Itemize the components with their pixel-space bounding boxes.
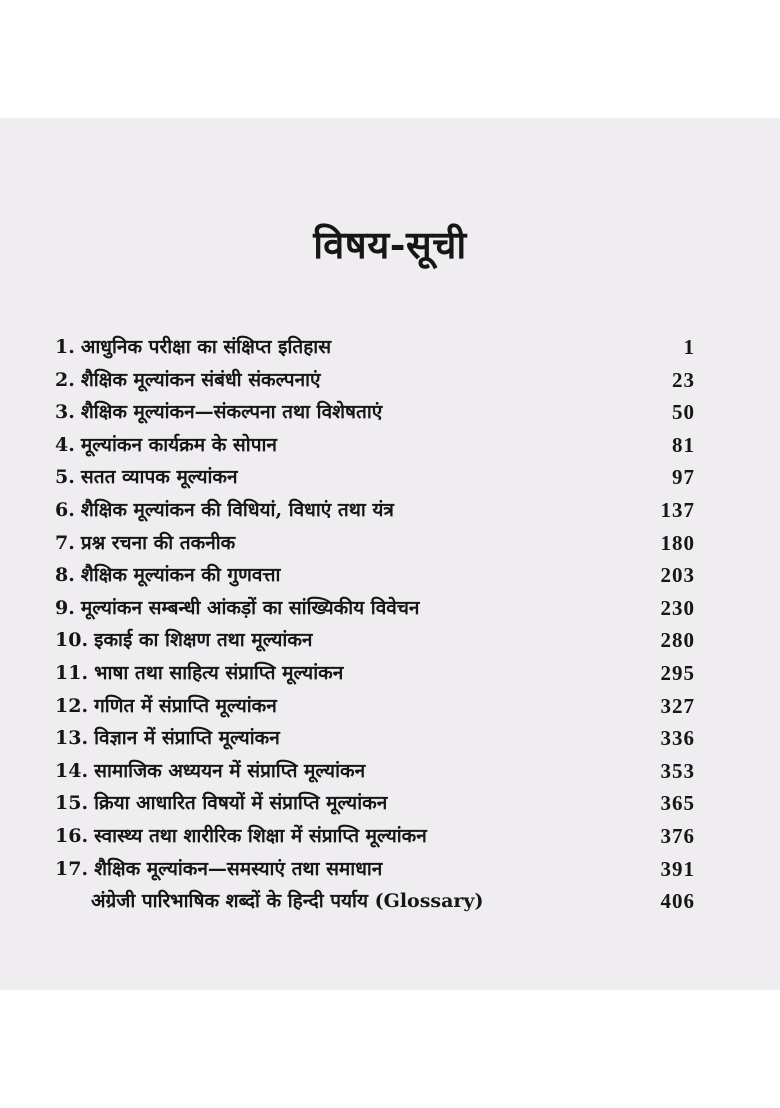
toc-entry-number: 8. xyxy=(55,564,75,587)
toc-entry-title: शैक्षिक मूल्यांकन संबंधी संकल्पनाएं xyxy=(80,368,321,391)
book-page xyxy=(0,118,780,990)
toc-entry-page: 203 xyxy=(660,563,695,588)
toc-entry-16 xyxy=(55,820,695,853)
toc-entry-5 xyxy=(55,461,695,494)
toc-entry-page: 336 xyxy=(660,726,695,751)
toc-entry-number: 2. xyxy=(55,368,75,391)
toc-entry-10 xyxy=(55,624,695,657)
toc-entry-title: आधुनिक परीक्षा का संक्षिप्त इतिहास xyxy=(80,336,332,358)
toc-entry-title: मूल्यांकन सम्बन्धी आंकड़ों का सांख्यिकीय विवेचन xyxy=(80,596,420,619)
toc-entry-6 xyxy=(55,494,695,527)
toc-entry-number: 1. xyxy=(55,336,75,358)
toc-entry-number: 3. xyxy=(55,401,75,424)
toc-entry-4 xyxy=(55,429,695,462)
toc-entry-title: शैक्षिक मूल्यांकन की विधियां, विधाएं तथा यंत्र xyxy=(80,498,394,521)
toc-entry-number: 13. xyxy=(55,727,89,750)
toc-entry-title: शैक्षिक मूल्यांकन की गुणवत्ता xyxy=(80,564,281,587)
page-title: विषय-सूची xyxy=(313,222,467,267)
toc-entry-number: 10. xyxy=(55,629,89,652)
toc-entry-title: स्वास्थ्य तथा शारीरिक शिक्षा में संप्राप्ति मूल्यांकन xyxy=(94,824,427,847)
toc-entry-title: विज्ञान में संप्राप्ति मूल्यांकन xyxy=(94,727,280,750)
toc-entry-page: 391 xyxy=(660,856,695,881)
toc-entry-title: भाषा तथा साहित्य संप्राप्ति मूल्यांकन xyxy=(94,661,344,684)
toc-entry-page: 230 xyxy=(660,595,695,620)
toc-entry-title: सतत व्यापक मूल्यांकन xyxy=(80,466,238,489)
toc-entry-page: 295 xyxy=(660,660,695,685)
toc-entry-page: 353 xyxy=(660,758,695,783)
toc-entry-title: इकाई का शिक्षण तथा मूल्यांकन xyxy=(94,629,313,652)
toc-entry-page: 280 xyxy=(660,628,695,653)
toc-entry-page: 327 xyxy=(660,693,695,718)
toc-entry-title: क्रिया आधारित विषयों में संप्राप्ति मूल्यांकन xyxy=(94,792,388,815)
toc-entry-page: 97 xyxy=(672,465,695,490)
toc-entry-page: 137 xyxy=(660,497,695,522)
toc-entry-page: 50 xyxy=(672,400,695,425)
toc-entry-page: 365 xyxy=(660,791,695,816)
toc-entry-12 xyxy=(55,690,695,723)
toc-entry-page: 376 xyxy=(660,823,695,848)
toc-entry-number: 15. xyxy=(55,792,89,815)
toc-entry-title: सामाजिक अध्ययन में संप्राप्ति मूल्यांकन xyxy=(94,759,366,782)
toc-entry-title: शैक्षिक मूल्यांकन—संकल्पना तथा विशेषताएं xyxy=(80,401,383,424)
toc-entry-page: 81 xyxy=(672,432,695,457)
toc-entry-title: गणित में संप्राप्ति मूल्यांकन xyxy=(94,694,277,717)
toc-entry-2 xyxy=(55,364,695,397)
toc-entry-title: शैक्षिक मूल्यांकन—समस्याएं तथा समाधान xyxy=(94,857,383,880)
toc-entry-number: 4. xyxy=(55,433,75,456)
toc-entry-title: अंग्रेजी पारिभाषिक शब्दों के हिन्दी पर्याय (Glossary) xyxy=(91,890,484,913)
toc-entry-3 xyxy=(55,396,695,429)
toc-entry-number: 11. xyxy=(55,661,89,684)
toc-entry-number: 7. xyxy=(55,531,75,554)
toc-entry-14 xyxy=(55,755,695,788)
toc-entry-number: 16. xyxy=(55,824,89,847)
toc-entry-number: 17. xyxy=(55,857,89,880)
toc-entry-page: 1 xyxy=(683,335,695,359)
toc-entry-15 xyxy=(55,787,695,820)
toc-entry-number: 14. xyxy=(55,759,89,782)
toc-entry-title: प्रश्न रचना की तकनीक xyxy=(80,531,236,554)
toc-entry-page: 23 xyxy=(672,367,695,392)
toc-entry-1 xyxy=(55,331,695,364)
toc-entry-number: 12. xyxy=(55,694,89,717)
toc-entry-9 xyxy=(55,592,695,625)
toc-entry-7 xyxy=(55,527,695,560)
toc-entry-number: 6. xyxy=(55,498,75,521)
toc-entry-glossary xyxy=(55,885,695,918)
toc-entry-number: 5. xyxy=(55,466,75,489)
toc-entry-11 xyxy=(55,657,695,690)
toc-entry-13 xyxy=(55,722,695,755)
toc-entry-17 xyxy=(55,853,695,886)
table-of-contents xyxy=(55,331,695,918)
toc-entry-page: 180 xyxy=(660,530,695,555)
toc-entry-8 xyxy=(55,559,695,592)
toc-entry-title: मूल्यांकन कार्यक्रम के सोपान xyxy=(80,433,277,456)
toc-entry-page: 406 xyxy=(660,889,695,914)
toc-entry-number: 9. xyxy=(55,596,75,619)
